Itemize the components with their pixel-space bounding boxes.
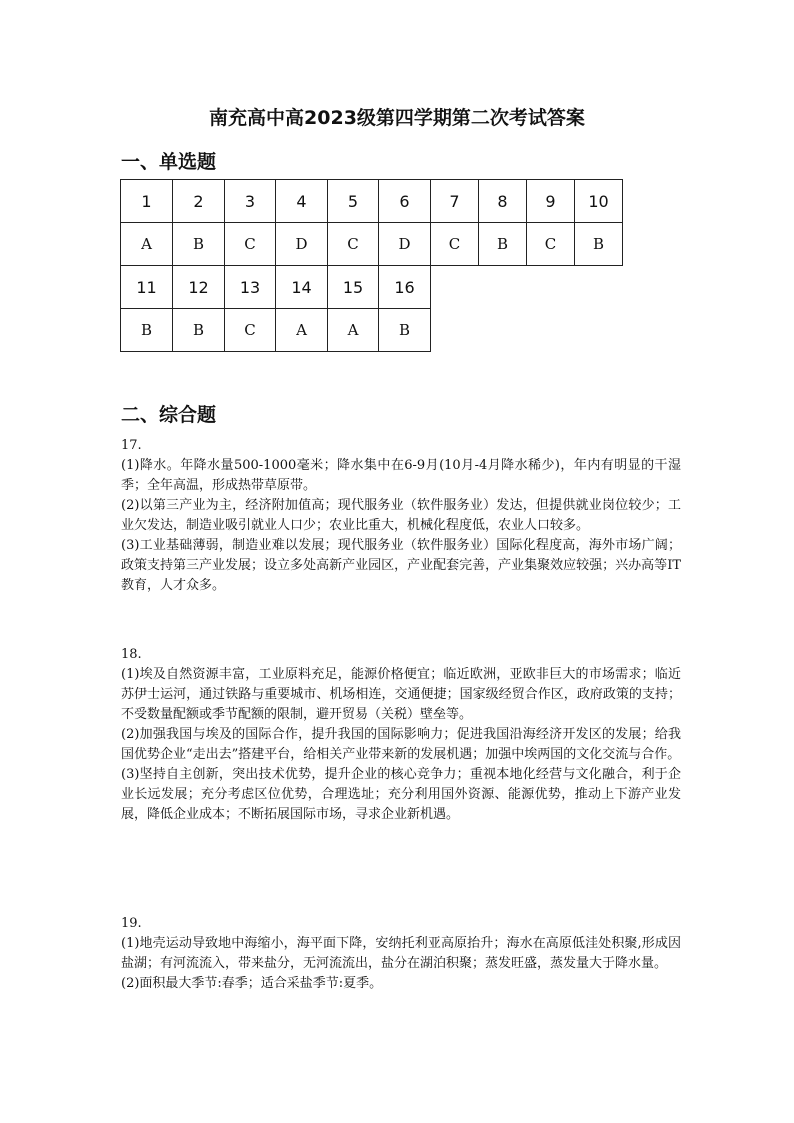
answer-table-1 — [120, 179, 623, 266]
answer-cell: A — [328, 309, 379, 352]
question-number: 3 — [225, 180, 276, 223]
question-number: 6 — [379, 180, 431, 223]
question-number: 10 — [575, 180, 623, 223]
answer-cell: C — [431, 223, 479, 266]
page-title: 南充高中高2023级第四学期第二次考试答案 — [209, 107, 585, 129]
answer-cell: D — [379, 223, 431, 266]
question-number: 5 — [328, 180, 379, 223]
question-number: 9 — [527, 180, 575, 223]
question-number: 17. — [121, 438, 142, 453]
answer-table-2 — [120, 265, 431, 352]
answer-paragraph: (3)工业基础薄弱，制造业难以发展；现代服务业（软件服务业）国际化程度高，海外市场广阔；政策支持第三产业发展；设立多处高新产业园区，产业配套完善，产业集聚效应较强；兴办高等IT教育，人才众多。 — [121, 538, 681, 593]
answer-paragraph: (3)坚持自主创新，突出技术优势，提升企业的核心竞争力；重视本地化经营与文化融合，利于企业长远发展；充分考虑区位优势，合理选址；充分利用国外资源、能源优势，推动上下游产业发展，降低企业成本；不断拓展国际市场，寻求企业新机遇。 — [121, 767, 681, 822]
question-number: 12 — [173, 266, 225, 309]
question-number: 16 — [379, 266, 431, 309]
answer-cell: B — [173, 223, 225, 266]
answer-paragraph: (2)面积最大季节:春季；适合采盐季节:夏季。 — [121, 976, 383, 991]
question-17 — [121, 436, 681, 596]
question-19 — [121, 914, 681, 994]
answer-cell: C — [527, 223, 575, 266]
question-number: 18. — [121, 647, 142, 662]
question-number: 2 — [173, 180, 225, 223]
question-number: 14 — [276, 266, 328, 309]
answer-paragraph: (2)以第三产业为主，经济附加值高；现代服务业（软件服务业）发达，但提供就业岗位较少；工业欠发达，制造业吸引就业人口少；农业比重大，机械化程度低，农业人口较多。 — [121, 498, 681, 533]
answer-cell: C — [328, 223, 379, 266]
answer-paragraph: (1)地壳运动导致地中海缩小，海平面下降，安纳托利亚高原抬升；海水在高原低洼处积聚,形成因盐湖；有河流流入，带来盐分，无河流流出，盐分在湖泊积聚；蒸发旺盛，蒸发量大于降水量。 — [121, 936, 681, 971]
answer-paragraph: (1)降水。年降水量500-1000毫米；降水集中在6-9月(10月-4月降水稀少)，年内有明显的干湿季；全年高温，形成热带草原带。 — [121, 458, 681, 493]
answer-cell: C — [225, 309, 276, 352]
answer-cell: B — [575, 223, 623, 266]
answer-cell: B — [479, 223, 527, 266]
question-number: 4 — [276, 180, 328, 223]
section-heading-comprehensive: 二、综合题 — [121, 404, 217, 426]
question-18 — [121, 645, 681, 825]
question-number: 7 — [431, 180, 479, 223]
question-number: 11 — [121, 266, 173, 309]
answer-cell: A — [121, 223, 173, 266]
section-heading-single-choice: 一、单选题 — [121, 151, 217, 173]
answer-cell: B — [379, 309, 431, 352]
question-number: 19. — [121, 916, 142, 931]
answer-cell: C — [225, 223, 276, 266]
answer-paragraph: (1)埃及自然资源丰富，工业原料充足，能源价格便宜；临近欧洲，亚欧非巨大的市场需求；临近苏伊士运河，通过铁路与重要城市、机场相连，交通便捷；国家级经贸合作区，政府政策的支持；不受数量配额或季节配额的限制，避开贸易（关税）壁垒等。 — [121, 667, 681, 722]
answer-cell: B — [173, 309, 225, 352]
question-number: 13 — [225, 266, 276, 309]
question-number: 1 — [121, 180, 173, 223]
answer-paragraph: (2)加强我国与埃及的国际合作，提升我国的国际影响力；促进我国沿海经济开发区的发展；给我国优势企业“走出去”搭建平台，给相关产业带来新的发展机遇；加强中埃两国的文化交流与合作。 — [121, 727, 681, 762]
answer-cell: B — [121, 309, 173, 352]
answer-cell: A — [276, 309, 328, 352]
question-number: 15 — [328, 266, 379, 309]
question-number: 8 — [479, 180, 527, 223]
answer-cell: D — [276, 223, 328, 266]
